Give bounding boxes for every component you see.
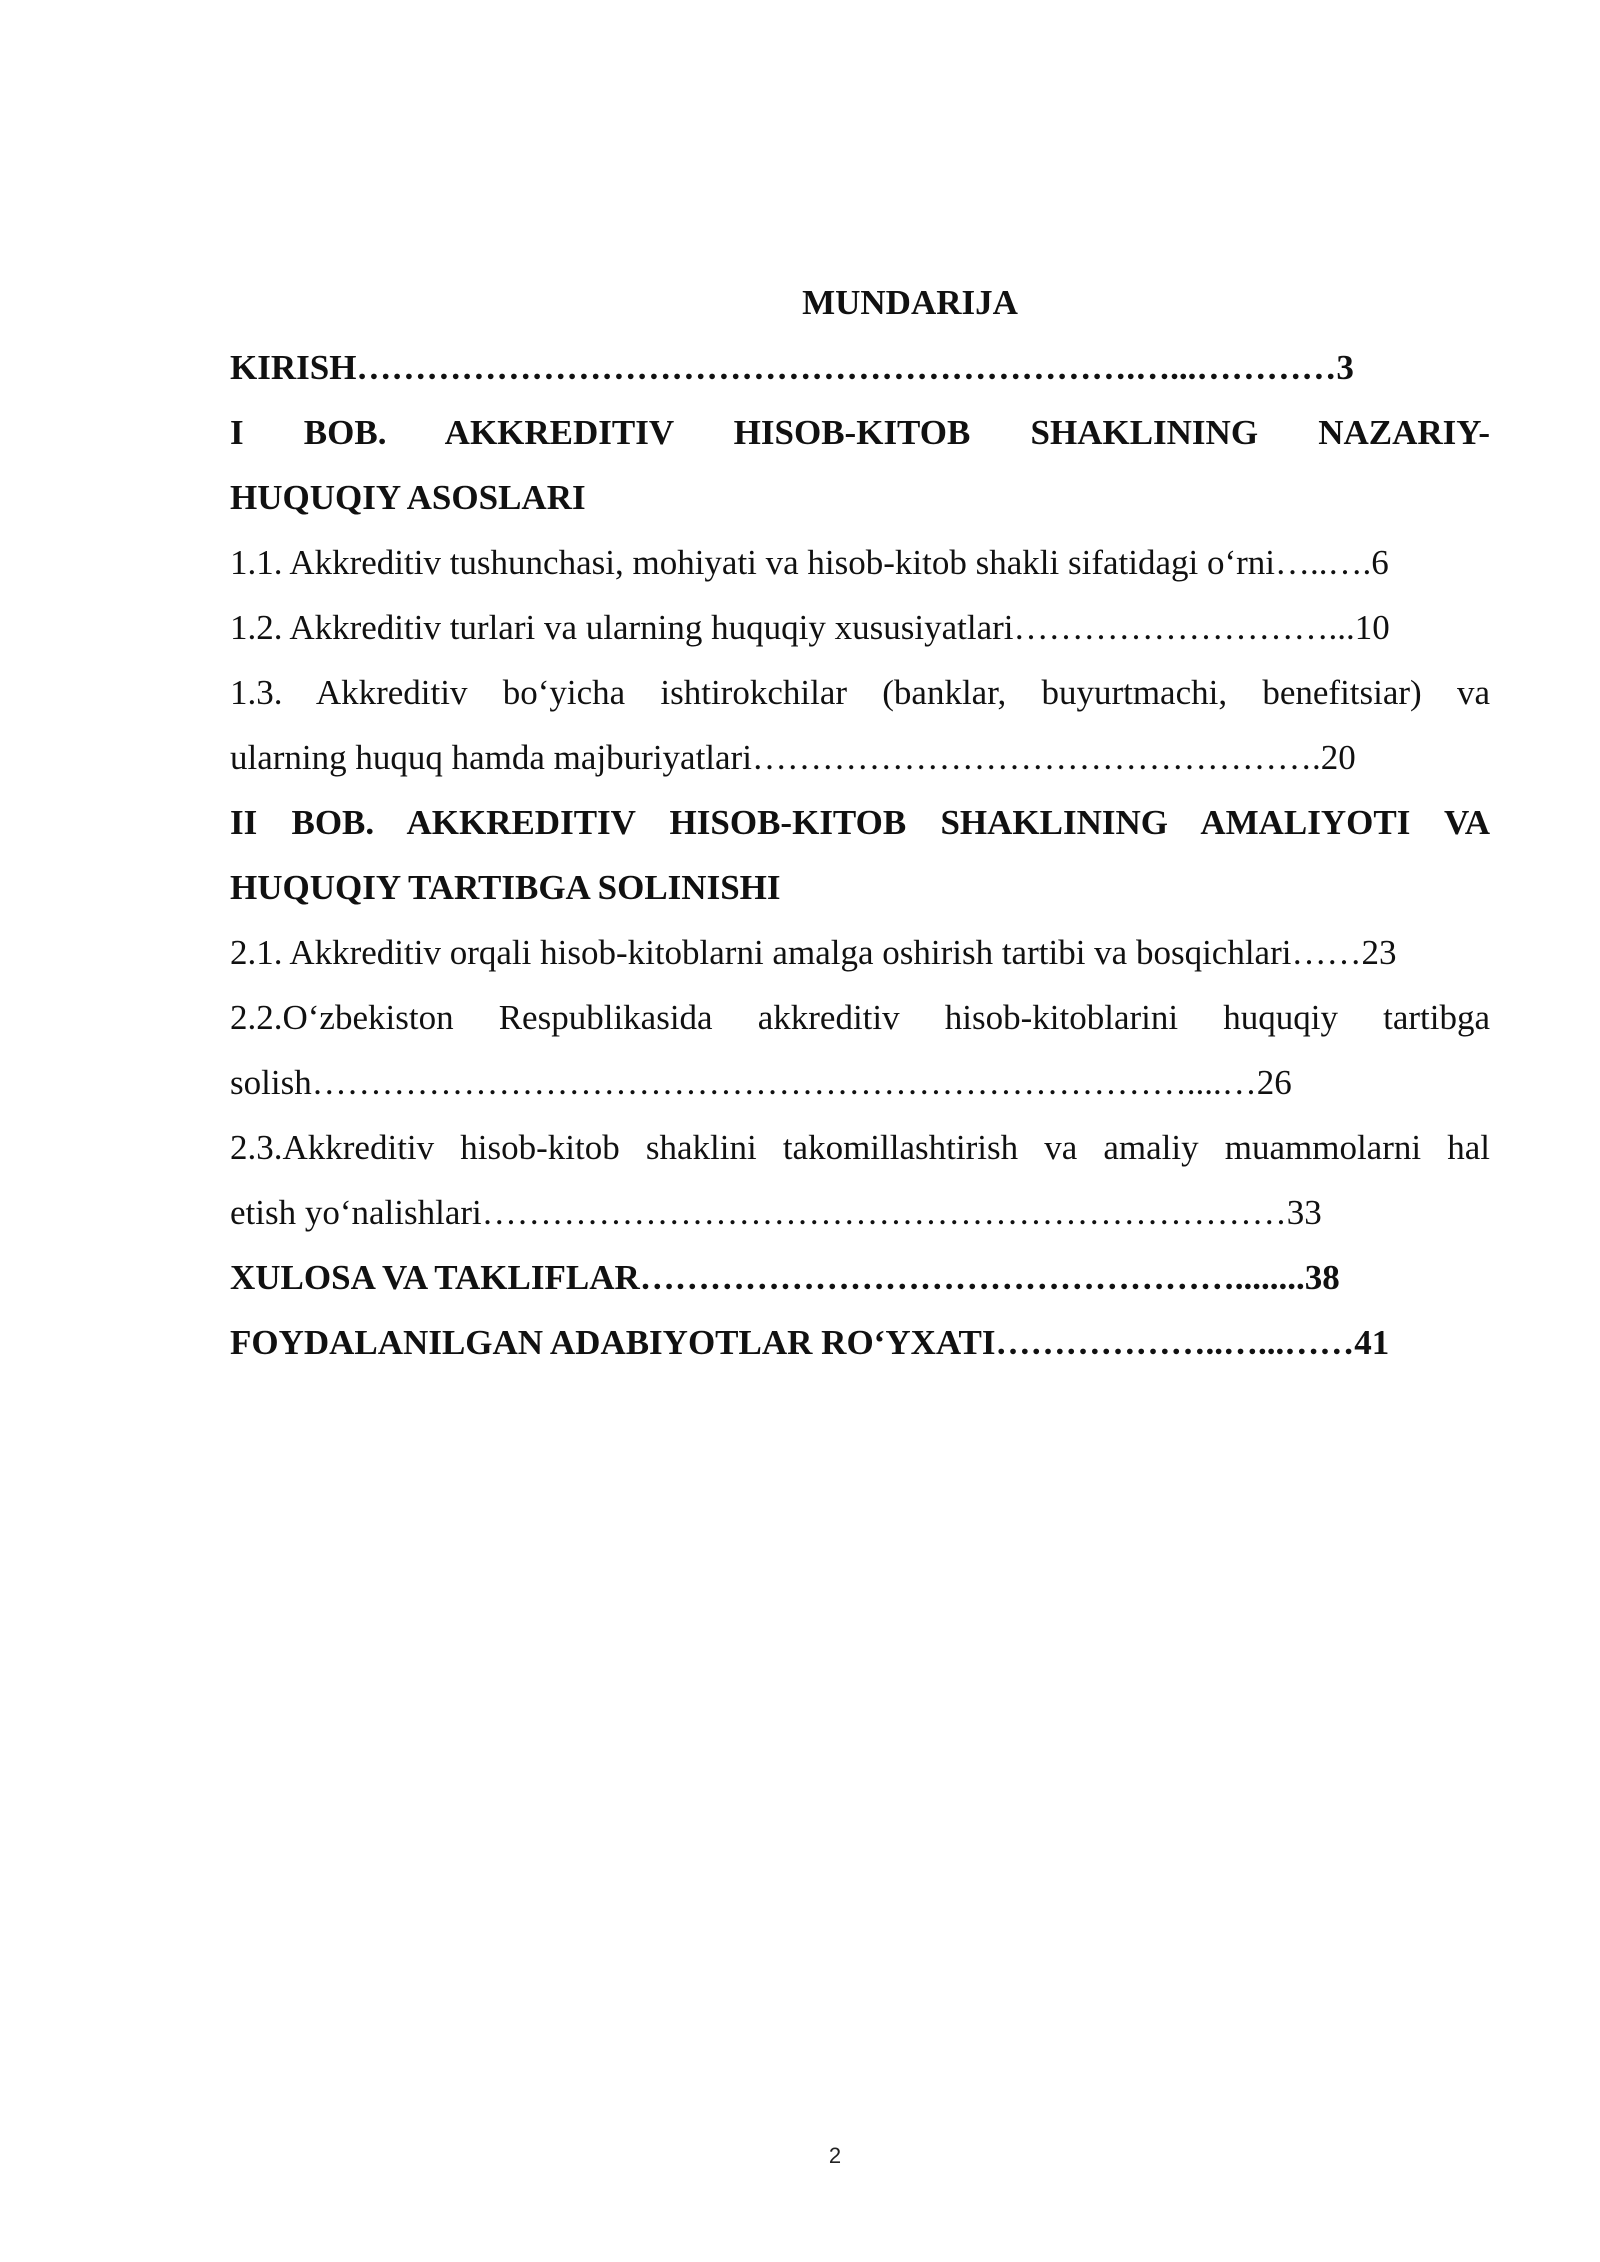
toc-entry-1-2: 1.2. Akkreditiv turlari va ularning huquqiy xususiyatlari………………………...10 xyxy=(230,608,1390,647)
toc-chapter-2-line-2: HUQUQIY TARTIBGA SOLINISHI xyxy=(230,868,781,907)
toc-entry-1-3-line-2: ularning huquq hamda majburiyatlari………………………………………….20 xyxy=(230,738,1356,777)
toc-entry-2-3-line-1: 2.3.Akkreditiv hisob-kitob shaklini takomillashtirish va amaliy muammolarni hal xyxy=(230,1128,1490,1167)
toc-entry-2-3-line-2: etish yo‘nalishlari……………………………………………………………33 xyxy=(230,1193,1322,1232)
toc-entry-1-1: 1.1. Akkreditiv tushunchasi, mohiyati va hisob-kitob shakli sifatidagi o‘rni…..….6 xyxy=(230,543,1389,582)
toc-entry-kirish: KIRISH………………………………………………………….…...…………3 xyxy=(230,348,1354,387)
toc-entry-2-2-line-1: 2.2.O‘zbekiston Respublikasida akkreditiv hisob-kitoblarini huquqiy tartibga xyxy=(230,998,1490,1037)
toc-entry-adabiyotlar: FOYDALANILGAN ADABIYOTLAR RO‘YXATI………………..…...……41 xyxy=(230,1323,1390,1362)
toc-entry-2-1: 2.1. Akkreditiv orqali hisob-kitoblarni amalga oshirish tartibi va bosqichlari……23 xyxy=(230,933,1397,972)
toc-chapter-1-line-1: I BOB. AKKREDITIV HISOB-KITOB SHAKLINING NAZARIY- xyxy=(230,413,1490,452)
table-of-contents xyxy=(230,270,1490,1375)
toc-entry-1-3-line-1: 1.3. Akkreditiv bo‘yicha ishtirokchilar (banklar, buyurtmachi, benefitsiar) va xyxy=(230,673,1490,712)
toc-chapter-1-line-2: HUQUQIY ASOSLARI xyxy=(230,478,586,517)
toc-chapter-2-line-1: II BOB. AKKREDITIV HISOB-KITOB SHAKLINING AMALIYOTI VA xyxy=(230,803,1490,842)
page-number: 2 xyxy=(828,2143,842,2168)
toc-entry-2-2-line-2: solish…………………………………………………………………....…26 xyxy=(230,1063,1292,1102)
page-title: MUNDARIJA xyxy=(802,283,1018,322)
toc-entry-xulosa: XULOSA VA TAKLIFLAR……………………………………………........38 xyxy=(230,1258,1340,1297)
